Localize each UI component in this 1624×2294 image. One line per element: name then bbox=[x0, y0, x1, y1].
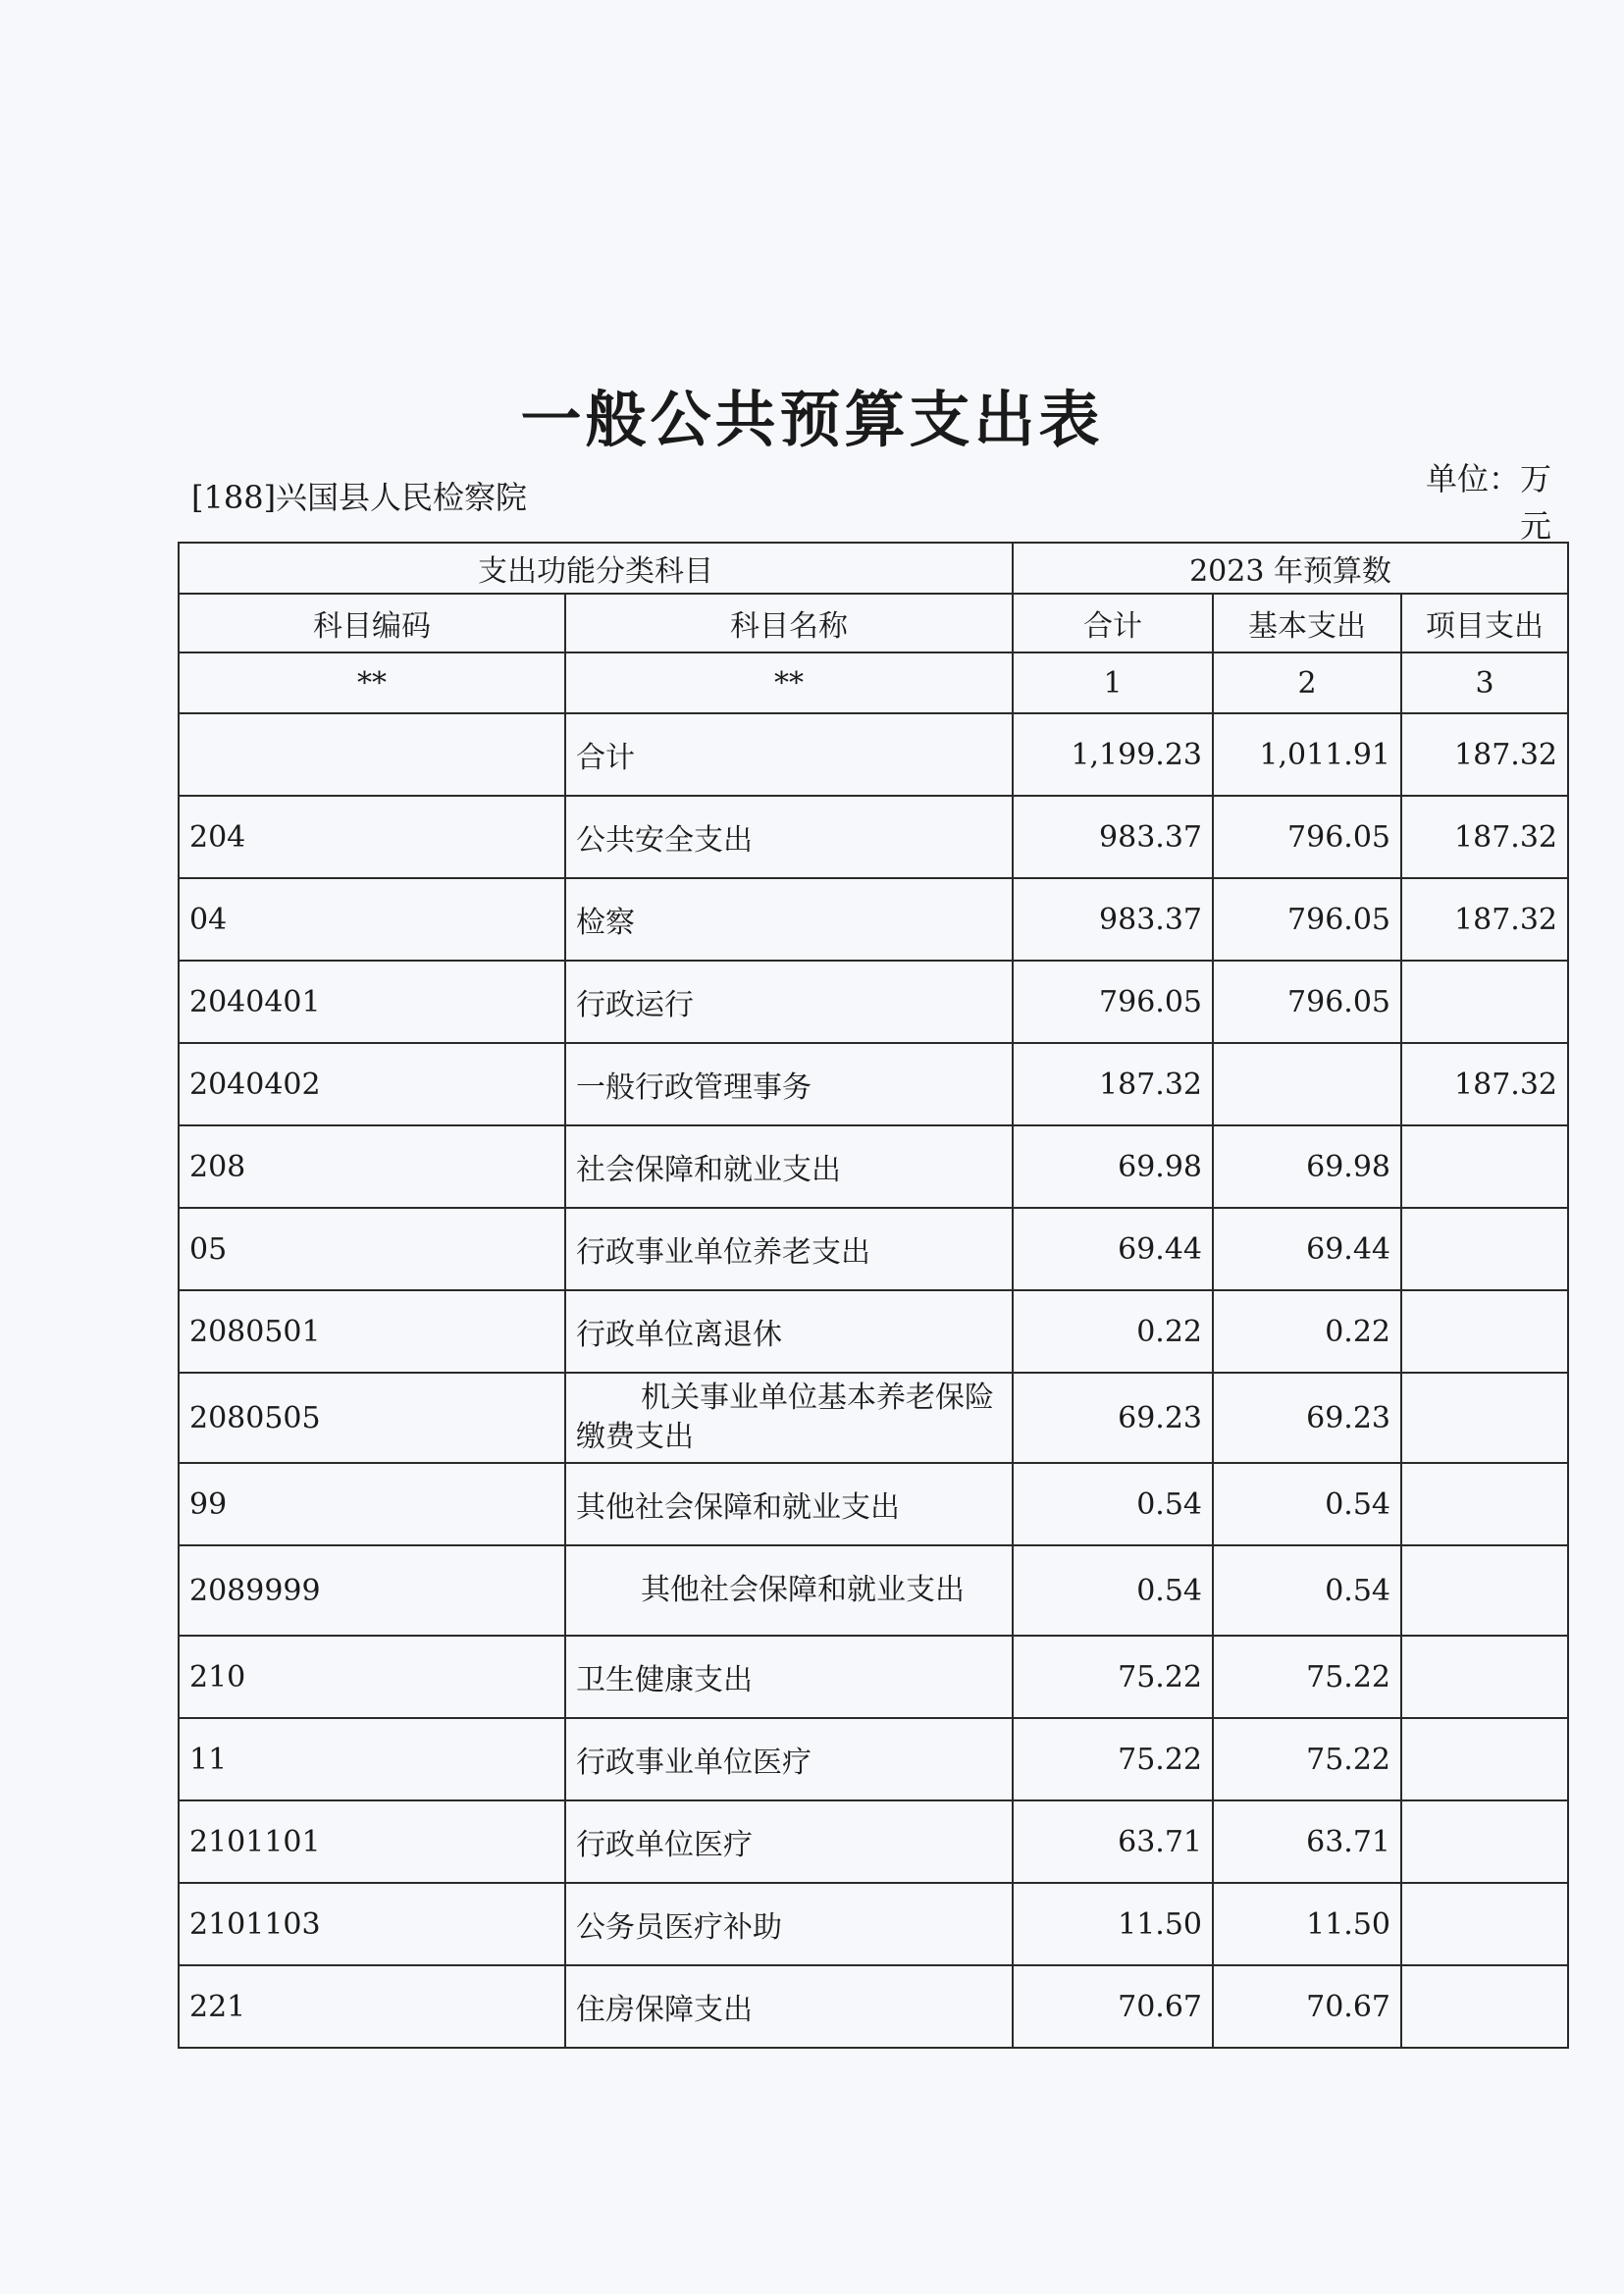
cell-name: 其他社会保障和就业支出 bbox=[565, 1545, 1013, 1636]
cell-code: 2080501 bbox=[179, 1290, 565, 1373]
cell-basic: 1,011.91 bbox=[1213, 713, 1401, 796]
cell-code: 2040402 bbox=[179, 1043, 565, 1125]
cell-name: 公共安全支出 bbox=[565, 796, 1013, 878]
table-row bbox=[179, 1800, 1568, 1883]
table-row bbox=[179, 796, 1568, 878]
cell-basic: 75.22 bbox=[1213, 1718, 1401, 1800]
cell-basic: 796.05 bbox=[1213, 878, 1401, 961]
cell-name: 一般行政管理事务 bbox=[565, 1043, 1013, 1125]
cell-basic: 69.44 bbox=[1213, 1208, 1401, 1290]
cell-code: 99 bbox=[179, 1463, 565, 1545]
cell-basic: 75.22 bbox=[1213, 1636, 1401, 1718]
table-row bbox=[179, 713, 1568, 796]
index-code: ** bbox=[179, 652, 565, 713]
budget-table bbox=[178, 542, 1569, 2049]
cell-total: 75.22 bbox=[1013, 1636, 1213, 1718]
cell-name: 行政运行 bbox=[565, 961, 1013, 1043]
cell-project bbox=[1401, 1965, 1568, 2048]
table-row bbox=[179, 878, 1568, 961]
cell-code: 208 bbox=[179, 1125, 565, 1208]
cell-basic: 796.05 bbox=[1213, 796, 1401, 878]
cell-total: 0.54 bbox=[1013, 1463, 1213, 1545]
table-row bbox=[179, 1883, 1568, 1965]
table-row bbox=[179, 1463, 1568, 1545]
table-row bbox=[179, 1290, 1568, 1373]
table-row bbox=[179, 1373, 1568, 1463]
index-total: 1 bbox=[1013, 652, 1213, 713]
cell-name: 卫生健康支出 bbox=[565, 1636, 1013, 1718]
table-row bbox=[179, 1545, 1568, 1636]
table-row bbox=[179, 1965, 1568, 2048]
cell-project bbox=[1401, 1373, 1568, 1463]
cell-code: 204 bbox=[179, 796, 565, 878]
cell-code: 221 bbox=[179, 1965, 565, 2048]
cell-project bbox=[1401, 1463, 1568, 1545]
cell-code: 04 bbox=[179, 878, 565, 961]
cell-name: 住房保障支出 bbox=[565, 1965, 1013, 2048]
index-basic: 2 bbox=[1213, 652, 1401, 713]
cell-project: 187.32 bbox=[1401, 1043, 1568, 1125]
cell-project: 187.32 bbox=[1401, 796, 1568, 878]
cell-total: 69.98 bbox=[1013, 1125, 1213, 1208]
cell-code: 05 bbox=[179, 1208, 565, 1290]
cell-project: 187.32 bbox=[1401, 713, 1568, 796]
cell-name: 社会保障和就业支出 bbox=[565, 1125, 1013, 1208]
unit-label: 单位：万元 bbox=[1425, 460, 1551, 545]
cell-code: 2040401 bbox=[179, 961, 565, 1043]
cell-name: 行政事业单位医疗 bbox=[565, 1718, 1013, 1800]
cell-total: 11.50 bbox=[1013, 1883, 1213, 1965]
cell-code: 2101103 bbox=[179, 1883, 565, 1965]
table-row bbox=[179, 961, 1568, 1043]
cell-total: 75.22 bbox=[1013, 1718, 1213, 1800]
cell-total: 796.05 bbox=[1013, 961, 1213, 1043]
header-name: 科目名称 bbox=[565, 594, 1013, 652]
header-project: 项目支出 bbox=[1401, 594, 1568, 652]
cell-code: 2080505 bbox=[179, 1373, 565, 1463]
table-row bbox=[179, 1208, 1568, 1290]
index-project: 3 bbox=[1401, 652, 1568, 713]
cell-code bbox=[179, 713, 565, 796]
cell-basic: 69.98 bbox=[1213, 1125, 1401, 1208]
cell-project bbox=[1401, 1718, 1568, 1800]
cell-basic: 0.54 bbox=[1213, 1463, 1401, 1545]
header-row-group bbox=[179, 543, 1568, 594]
table-row bbox=[179, 1043, 1568, 1125]
cell-total: 69.23 bbox=[1013, 1373, 1213, 1463]
cell-total: 0.54 bbox=[1013, 1545, 1213, 1636]
header-row-columns bbox=[179, 594, 1568, 652]
table-row bbox=[179, 1718, 1568, 1800]
cell-total: 69.44 bbox=[1013, 1208, 1213, 1290]
cell-name: 合计 bbox=[565, 713, 1013, 796]
cell-code: 11 bbox=[179, 1718, 565, 1800]
cell-total: 0.22 bbox=[1013, 1290, 1213, 1373]
cell-project bbox=[1401, 961, 1568, 1043]
page-title: 一般公共预算支出表 bbox=[520, 384, 1104, 455]
header-basic: 基本支出 bbox=[1213, 594, 1401, 652]
cell-code: 210 bbox=[179, 1636, 565, 1718]
cell-name: 行政事业单位养老支出 bbox=[565, 1208, 1013, 1290]
cell-project bbox=[1401, 1208, 1568, 1290]
cell-basic: 0.54 bbox=[1213, 1545, 1401, 1636]
header-function-category: 支出功能分类科目 bbox=[179, 543, 1013, 594]
header-total: 合计 bbox=[1013, 594, 1213, 652]
cell-total: 983.37 bbox=[1013, 796, 1213, 878]
cell-code: 2089999 bbox=[179, 1545, 565, 1636]
cell-basic: 796.05 bbox=[1213, 961, 1401, 1043]
cell-basic: 0.22 bbox=[1213, 1290, 1401, 1373]
index-name: ** bbox=[565, 652, 1013, 713]
cell-total: 187.32 bbox=[1013, 1043, 1213, 1125]
cell-name: 检察 bbox=[565, 878, 1013, 961]
cell-name: 行政单位离退休 bbox=[565, 1290, 1013, 1373]
cell-project bbox=[1401, 1290, 1568, 1373]
cell-code: 2101101 bbox=[179, 1800, 565, 1883]
cell-project bbox=[1401, 1800, 1568, 1883]
cell-project bbox=[1401, 1636, 1568, 1718]
cell-project bbox=[1401, 1125, 1568, 1208]
cell-project bbox=[1401, 1883, 1568, 1965]
cell-name: 行政单位医疗 bbox=[565, 1800, 1013, 1883]
cell-basic: 11.50 bbox=[1213, 1883, 1401, 1965]
cell-total: 63.71 bbox=[1013, 1800, 1213, 1883]
header-row-index bbox=[179, 652, 1568, 713]
table-row bbox=[179, 1636, 1568, 1718]
cell-name: 机关事业单位基本养老保险缴费支出 bbox=[565, 1373, 1013, 1463]
cell-basic bbox=[1213, 1043, 1401, 1125]
cell-basic: 69.23 bbox=[1213, 1373, 1401, 1463]
header-code: 科目编码 bbox=[179, 594, 565, 652]
cell-name: 其他社会保障和就业支出 bbox=[565, 1463, 1013, 1545]
organization-label: [188]兴国县人民检察院 bbox=[191, 479, 528, 516]
cell-total: 1,199.23 bbox=[1013, 713, 1213, 796]
cell-total: 70.67 bbox=[1013, 1965, 1213, 2048]
header-budget-year: 2023 年预算数 bbox=[1013, 543, 1568, 594]
cell-total: 983.37 bbox=[1013, 878, 1213, 961]
cell-project bbox=[1401, 1545, 1568, 1636]
cell-name: 公务员医疗补助 bbox=[565, 1883, 1013, 1965]
cell-basic: 63.71 bbox=[1213, 1800, 1401, 1883]
cell-project: 187.32 bbox=[1401, 878, 1568, 961]
cell-basic: 70.67 bbox=[1213, 1965, 1401, 2048]
table-row bbox=[179, 1125, 1568, 1208]
